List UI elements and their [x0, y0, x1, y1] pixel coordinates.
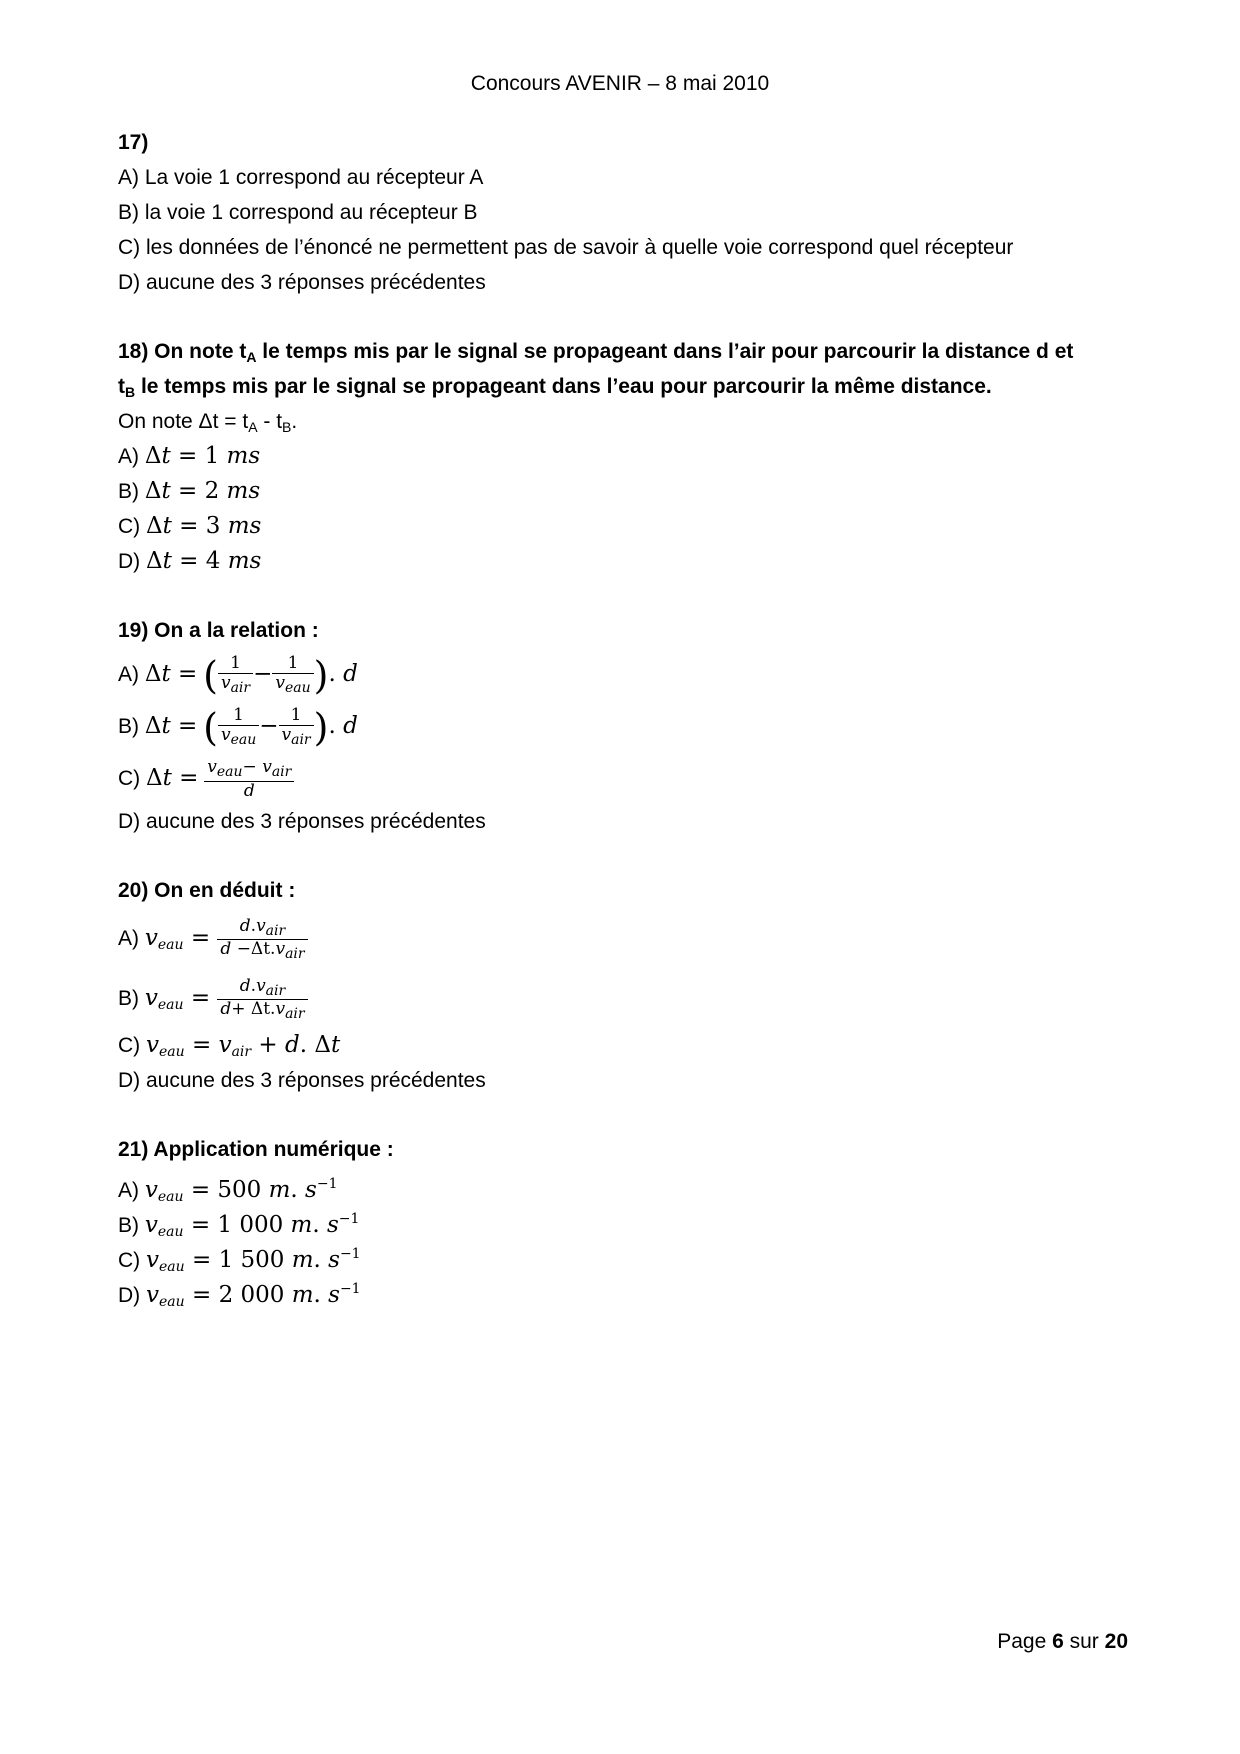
q17-answer-d: D) aucune des 3 réponses précédentes	[118, 271, 486, 294]
q18-note: On note $\Delta t = t_A - t_B$.	[118, 410, 298, 435]
q17-answer-a: A) La voie 1 correspond au récepteur A	[118, 166, 484, 189]
question-21-title: 21) Application numérique :	[118, 1138, 394, 1161]
current-page-number: 6	[1052, 1630, 1064, 1653]
q17-answer-b: B) la voie 1 correspond au récepteur B	[118, 201, 478, 224]
q19-answer-c: C) Δ𝑡 = $\frac{𝑣_{𝑒𝑎𝑢}- 𝑣_{𝑎𝑖𝑟}}{\text{𝑑}}$	[118, 752, 1128, 804]
q19-answer-b: B) Δ𝑡 = ( $\frac{1}{𝑣_{𝑒𝑎𝑢}}$ − $\frac{1}{𝑣_{𝑎𝑖𝑟}}$ ). 𝑑	[118, 705, 358, 750]
total-pages: 20	[1104, 1630, 1128, 1653]
page-content	[118, 125, 1128, 1310]
question-20-title: 20) On en déduit :	[118, 879, 296, 902]
q20-answer-a: A) 𝑣$_{𝑒𝑎𝑢}$ = $\frac{𝑑.𝑣_{𝑎𝑖𝑟}}{𝑑 -\Delta t.𝑣_{𝑎𝑖𝑟}}$	[118, 908, 1128, 968]
question-18-title-line1: 18) On note $t_A$ le temps mis par le signal se propageant dans l’air pour parcourir la distance d et	[118, 340, 1074, 365]
q20-answer-d: D) aucune des 3 réponses précédentes	[118, 1069, 486, 1092]
page-header: Concours AVENIR – 8 mai 2010	[470, 72, 770, 95]
question-17-title: 17)	[118, 131, 149, 154]
q21-answer-b: B) 𝑣$_{𝑒𝑎𝑢}$ = 1 000 𝑚. 𝑠$^{-1}$	[118, 1211, 360, 1240]
q20-answer-c: C) 𝑣$_{𝑒𝑎𝑢}$ = 𝑣$_{𝑎𝑖𝑟}$ + 𝑑. Δ𝑡	[118, 1032, 341, 1060]
q19-answer-a: A) Δ𝑡 = ( $\frac{1}{𝑣_{𝑎𝑖𝑟}}$ − $\frac{1}{𝑣_{𝑒𝑎𝑢}}$ ). 𝑑	[118, 653, 358, 698]
q18-answer-c: C) Δ𝑡 = 3 𝑚𝑠	[118, 513, 262, 539]
q18-answer-a: A) Δ𝑡 = 1 𝑚𝑠	[118, 443, 261, 469]
page-footer: Page 6 sur 20	[997, 1630, 1128, 1653]
q21-answer-a: A) 𝑣$_{𝑒𝑎𝑢}$ = 500 𝑚. 𝑠$^{-1}$	[118, 1176, 338, 1205]
q21-answer-c: C) 𝑣$_{𝑒𝑎𝑢}$ = 1 500 𝑚. 𝑠$^{-1}$	[118, 1246, 361, 1275]
q21-answer-d: D) 𝑣$_{𝑒𝑎𝑢}$ = 2 000 𝑚. 𝑠$^{-1}$	[118, 1281, 361, 1310]
q20-answer-b: B) 𝑣$_{𝑒𝑎𝑢}$ = $\frac{𝑑.𝑣_{𝑎𝑖𝑟}}{𝑑+ \Delta t.𝑣_{𝑎𝑖𝑟}}$	[118, 968, 1128, 1028]
q18-answer-b: B) Δ𝑡 = 2 𝑚𝑠	[118, 478, 261, 504]
q17-answer-c: C) les données de l’énoncé ne permettent pas de savoir à quelle voie correspond quel récepteur	[118, 236, 1014, 259]
question-18-title-line2: $t_B$ le temps mis par le signal se propageant dans l’eau pour parcourir la même distance.	[118, 375, 992, 400]
q18-answer-d: D) Δ𝑡 = 4 𝑚𝑠	[118, 548, 262, 574]
q19-answer-d: D) aucune des 3 réponses précédentes	[118, 810, 486, 833]
question-19-title: 19) On a la relation :	[118, 619, 319, 642]
